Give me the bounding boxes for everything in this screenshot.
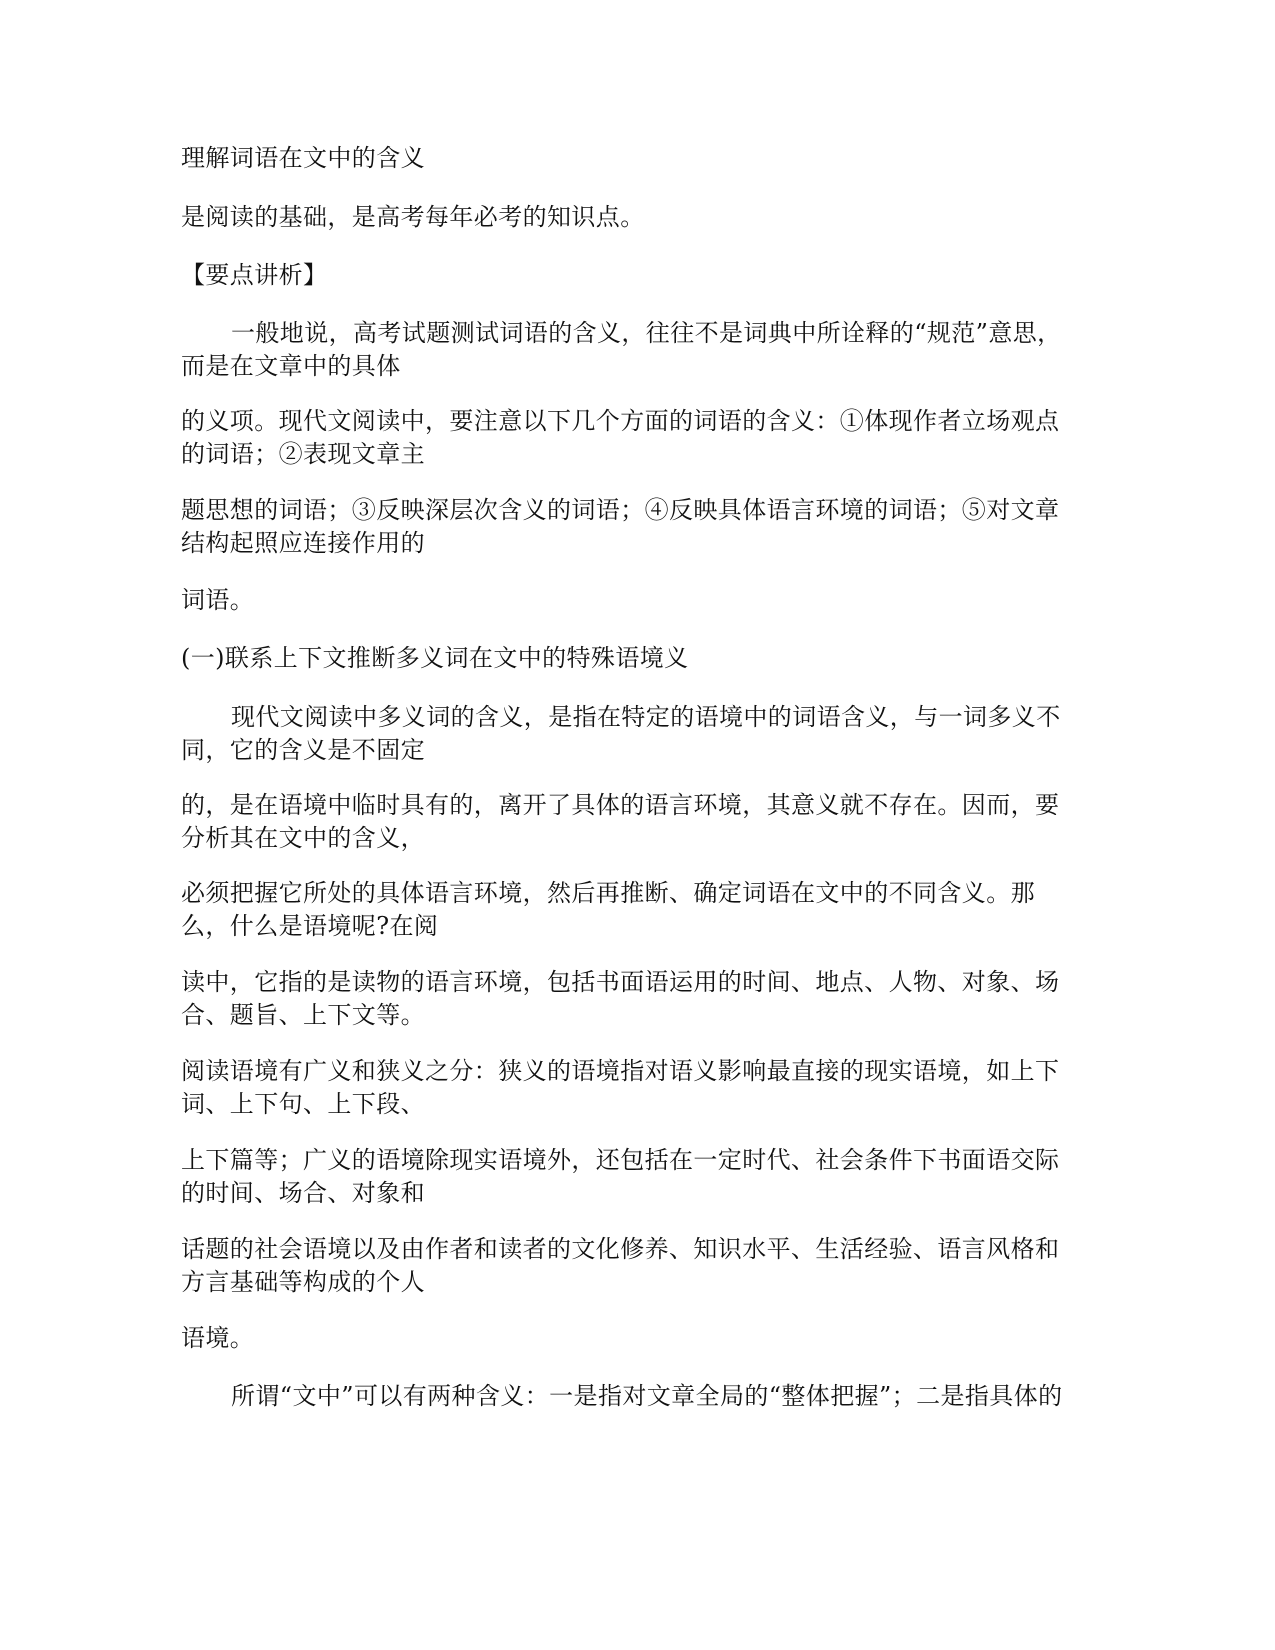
paragraph: 读中，它指的是读物的语言环境，包括书面语运用的时间、地点、人物、对象、场合、题旨、上下文等。 [181, 968, 1060, 1029]
paragraph: 的义项。现代文阅读中，要注意以下几个方面的词语的含义：①体现作者立场观点的词语；②表现文章主 [181, 407, 1060, 468]
paragraph: 一般地说，高考试题测试词语的含义，往往不是词典中所诠释的“规范”意思，而是在文章中的具体 [181, 319, 1062, 380]
paragraph: 词语。 [181, 586, 255, 614]
paragraph: 上下篇等；广义的语境除现实语境外，还包括在一定时代、社会条件下书面语交际的时间、场合、对象和 [181, 1146, 1060, 1207]
section-heading: 【要点讲析】 [181, 261, 328, 289]
paragraph: 的，是在语境中临时具有的，离开了具体的语言环境，其意义就不存在。因而，要分析其在文中的含义， [181, 791, 1060, 852]
paragraph: 必须把握它所处的具体语言环境，然后再推断、确定词语在文中的不同含义。那么，什么是语境呢?在阅 [181, 879, 1035, 940]
heading-line: 理解词语在文中的含义 [181, 144, 425, 172]
paragraph: 话题的社会语境以及由作者和读者的文化修养、知识水平、生活经验、语言风格和方言基础等构成的个人 [181, 1235, 1060, 1296]
paragraph: 题思想的词语；③反映深层次含义的词语；④反映具体语言环境的词语；⑤对文章结构起照应连接作用的 [181, 496, 1060, 557]
paragraph: 所谓“文中”可以有两种含义：一是指对文章全局的“整体把握”；二是指具体的 [231, 1382, 1063, 1410]
subsection-heading: (一)联系上下文推断多义词在文中的特殊语境义 [181, 644, 689, 672]
intro-line: 是阅读的基础，是高考每年必考的知识点。 [181, 203, 645, 231]
paragraph: 阅读语境有广义和狭义之分：狭义的语境指对语义影响最直接的现实语境，如上下词、上下句、上下段、 [181, 1057, 1060, 1118]
paragraph: 语境。 [181, 1324, 255, 1352]
paragraph: 现代文阅读中多义词的含义，是指在特定的语境中的词语含义，与一词多义不同，它的含义是不固定 [181, 703, 1061, 764]
